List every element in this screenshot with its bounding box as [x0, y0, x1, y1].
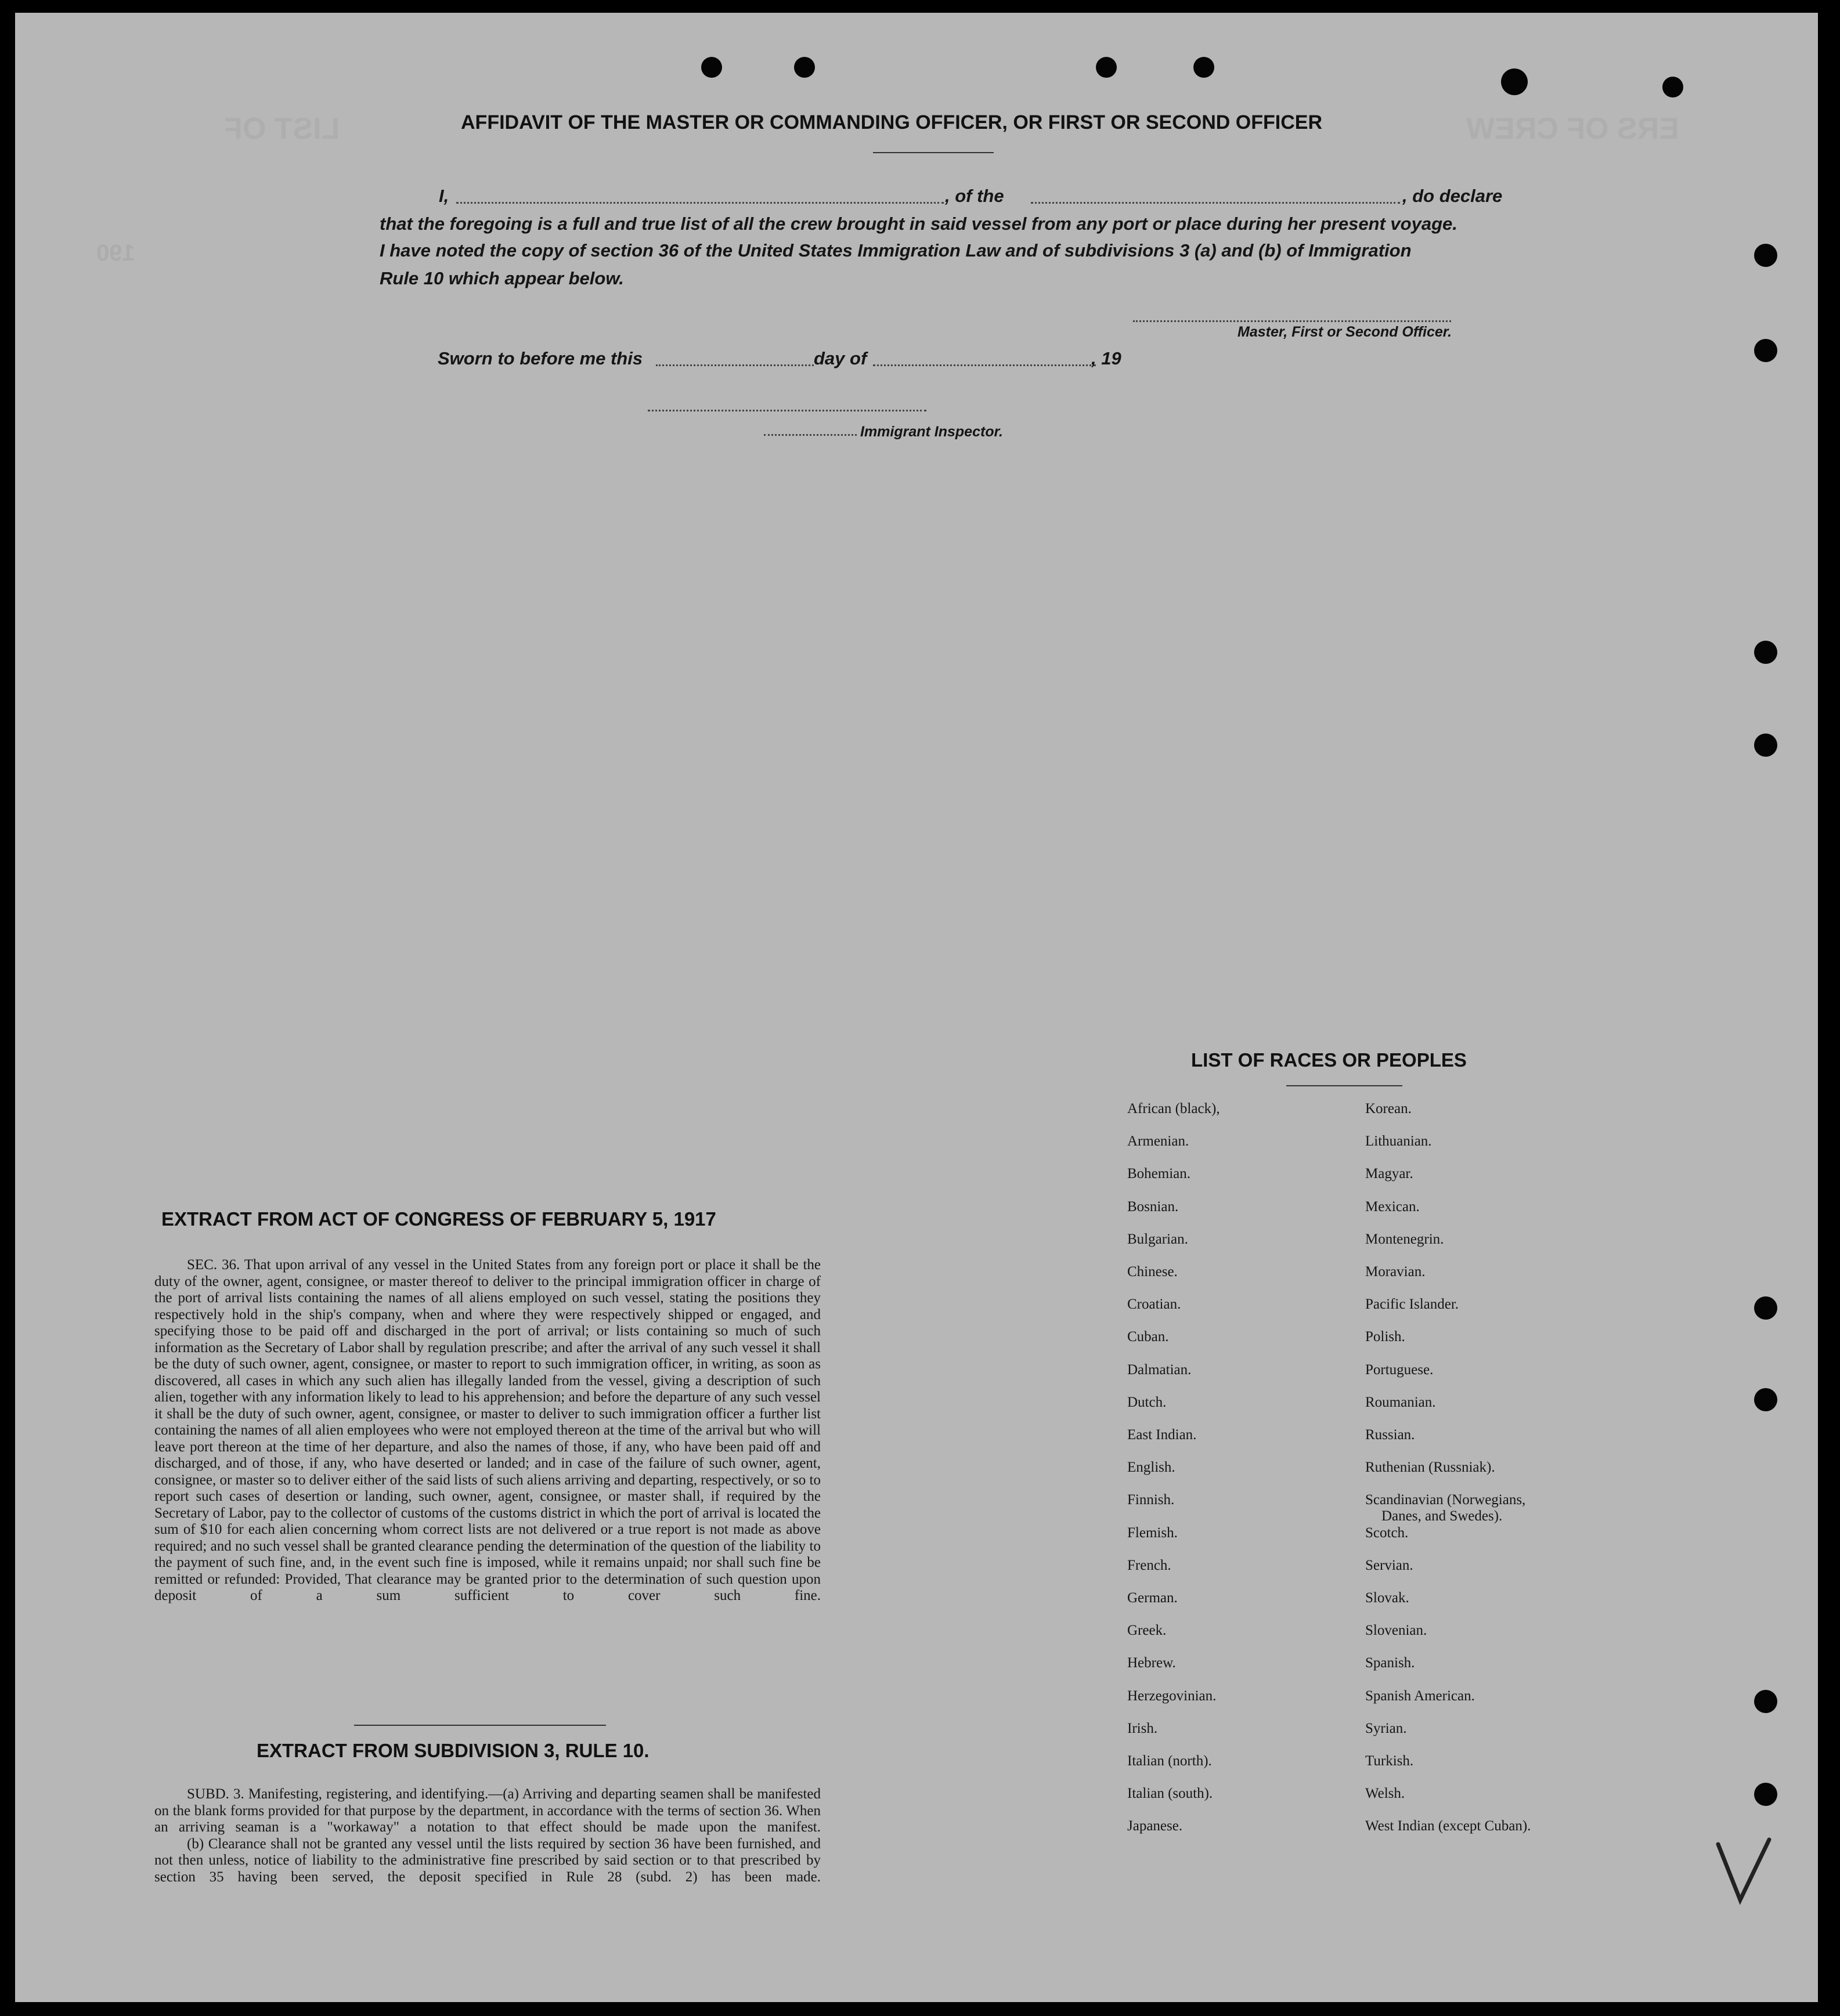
declare-do-declare: , do declare [1402, 186, 1503, 206]
bleed-through-title-left: LIST OF [224, 112, 340, 146]
extract-act-heading: EXTRACT FROM ACT OF CONGRESS OF FEBRUARY 5, 1917 [161, 1208, 716, 1230]
declare-of-the: , of the [945, 186, 1004, 206]
race-item: Magyar. [1365, 1166, 1413, 1182]
race-item: Montenegrin. [1365, 1231, 1444, 1247]
race-item: Turkish. [1365, 1753, 1414, 1769]
race-item: Servian. [1365, 1557, 1413, 1573]
punch-hole [1754, 244, 1777, 267]
race-item: Japanese. [1127, 1818, 1183, 1834]
race-item: Dutch. [1127, 1394, 1167, 1410]
affidavit-line-2: I have noted the copy of section 36 of the United States Immigration Law and of subdivisions 3 (a) and (b) of Immigration [380, 240, 1412, 261]
heading-rule [873, 152, 994, 153]
punch-hole [1754, 339, 1777, 362]
race-item: French. [1127, 1557, 1171, 1573]
sworn-year: , 19 [1091, 348, 1121, 368]
extract-divider [354, 1725, 606, 1726]
sworn-day-blank [656, 364, 814, 366]
punch-hole [1754, 1783, 1777, 1806]
extract-rule-text [154, 1786, 821, 1885]
races-heading: LIST OF RACES OR PEOPLES [1191, 1049, 1467, 1071]
race-item: Pacific Islander. [1365, 1296, 1459, 1313]
race-item: Moravian. [1365, 1264, 1426, 1280]
vessel-blank [1031, 202, 1400, 204]
race-item: Ruthenian (Russniak). [1365, 1459, 1495, 1476]
affidavit-line-3: Rule 10 which appear below. [380, 268, 624, 288]
race-item: Italian (north). [1127, 1753, 1212, 1769]
punch-hole [1754, 1388, 1777, 1411]
punch-hole [1754, 734, 1777, 757]
inspector-label: Immigrant Inspector. [860, 424, 1003, 440]
checkmark-icon [1713, 1835, 1777, 1910]
race-item: Portuguese. [1365, 1361, 1434, 1378]
race-item: Syrian. [1365, 1720, 1407, 1736]
races-heading-rule [1286, 1085, 1402, 1086]
bleed-through-title-right: ERS OF CREW [1466, 112, 1679, 146]
race-item: Chinese. [1127, 1264, 1178, 1280]
punch-hole [1754, 1296, 1777, 1320]
race-item: Dalmatian. [1127, 1361, 1192, 1378]
master-signature-label: Master, First or Second Officer. [1238, 324, 1452, 340]
document-page [15, 13, 1818, 2002]
extract-rule-heading: EXTRACT FROM SUBDIVISION 3, RULE 10. [257, 1740, 650, 1761]
punch-hole [794, 57, 815, 78]
race-item: Welsh. [1365, 1786, 1405, 1802]
subdivision-a-paragraph: SUBD. 3. Manifesting, registering, and identifying.—(a) Arriving and departing seamen shall be manifested on the blank forms provided for that purpose by the department, in accordance with the terms of section 36. When an arriving seaman is a "workaway" a notation to that effect should be made upon the manifest. [154, 1786, 821, 1835]
punch-hole [1754, 641, 1777, 664]
punch-hole [1662, 77, 1683, 97]
race-item: Greek. [1127, 1623, 1167, 1639]
race-item: Bosnian. [1127, 1198, 1179, 1215]
punch-hole [1754, 1690, 1777, 1713]
race-item: Croatian. [1127, 1296, 1181, 1313]
name-blank [456, 202, 944, 204]
inspector-signature-line-2 [764, 434, 857, 436]
race-item: Flemish. [1127, 1524, 1178, 1541]
race-item: Bohemian. [1127, 1166, 1191, 1182]
race-item: Korean. [1365, 1101, 1412, 1117]
punch-hole [1193, 57, 1214, 78]
affidavit-heading: AFFIDAVIT OF THE MASTER OR COMMANDING OFFICER, OR FIRST OR SECOND OFFICER [461, 111, 1322, 133]
race-item: Herzegovinian. [1127, 1688, 1217, 1704]
race-item: Finnish. [1127, 1492, 1175, 1508]
race-item: East Indian. [1127, 1427, 1197, 1443]
subdivision-b-paragraph: (b) Clearance shall not be granted any vessel until the lists required by section 36 have been furnished, and not then unless, notice of liability to the administrative fine prescribed by said section or to that prescribed by section 35 having been served, the deposit specified in Rule 28 (subd. 2) has been made. [154, 1836, 821, 1885]
race-item: Mexican. [1365, 1198, 1420, 1215]
master-signature-line [1133, 320, 1451, 322]
race-item: Slovak. [1365, 1590, 1409, 1606]
race-item: Roumanian. [1365, 1394, 1436, 1410]
bleed-through-number: 190 [96, 240, 135, 266]
race-item: Lithuanian. [1365, 1133, 1432, 1150]
race-item: African (black), [1127, 1101, 1220, 1117]
inspector-signature-line [648, 410, 926, 411]
race-item: Hebrew. [1127, 1655, 1176, 1671]
race-item: Russian. [1365, 1427, 1415, 1443]
section-36-paragraph: SEC. 36. That upon arrival of any vessel in the United States from any foreign port or place it shall be the duty of the owner, agent, consignee, or master thereof to deliver to the principal immigration officer in charge of the port of arrival lists containing the names of all aliens employed on such vessel, stating the positions they respectively hold in the ship's company, when and where they were respectively shipped or engaged, and specifying those to be paid off and discharged in the port of arrival; or lists containing so much of such information as the Secretary of Labor shall by regulation prescribe; and after the arrival of any such vessel it shall be the duty of such owner, agent, consignee, or master to report to such immigration officer, in writing, as soon as discovered, all cases in which any such alien has illegally landed from the vessel, giving a description of such alien, together with any information likely to lead to his apprehension; and before the departure of any such vessel it shall be the duty of such owner, agent, consignee, or master to deliver to such immigration officer a further list containing the names of all alien employees who were not employed thereon at the time of the arrival but who will leave port thereon at the time of her departure, and also the names of those, if any, who have been paid off and discharged, and of those, if any, who have deserted or landed; and in case of the failure of such owner, agent, consignee, or master so to deliver either of the said lists of such aliens arriving and departing, respectively, or so to report such cases of desertion or landing, such owner, agent, consignee, or master shall, if required by the Secretary of Labor, pay to the collector of customs of the customs district in which the port of arrival is located the sum of $10 for each alien concerning whom correct lists are not delivered or a true report is not made as above required; and no such vessel shall be granted clearance pending the determination of the question of the liability to the payment of such fine, and, in the event such fine is imposed, while it remains unpaid; nor shall such fine be remitted or refunded: Provided, That clearance may be granted prior to the determination of such question upon deposit of a sum sufficient to cover such fine. [154, 1257, 821, 1603]
race-item: Armenian. [1127, 1133, 1189, 1150]
sworn-month-blank [873, 364, 1096, 366]
race-item: Slovenian. [1365, 1623, 1427, 1639]
extract-act-text [154, 1257, 821, 1605]
race-item: Cuban. [1127, 1329, 1169, 1345]
race-item: English. [1127, 1459, 1175, 1476]
punch-hole [701, 57, 722, 78]
affidavit-line-1: that the foregoing is a full and true list of all the crew brought in said vessel from any port or place during her present voyage. [380, 214, 1457, 234]
race-item: Scandinavian (Norwegians, [1365, 1492, 1526, 1508]
race-item: Bulgarian. [1127, 1231, 1188, 1247]
race-item: Spanish. [1365, 1655, 1415, 1671]
sworn-prefix: Sworn to before me this [438, 348, 643, 368]
race-item: Irish. [1127, 1720, 1158, 1736]
punch-hole [1096, 57, 1117, 78]
race-item: West Indian (except Cuban). [1365, 1818, 1531, 1834]
race-item: Scotch. [1365, 1524, 1409, 1541]
race-item: Italian (south). [1127, 1786, 1213, 1802]
race-item: German. [1127, 1590, 1178, 1606]
sworn-day-of: day of [814, 348, 867, 368]
race-item: Spanish American. [1365, 1688, 1475, 1704]
race-item: Danes, and Swedes). [1381, 1508, 1503, 1524]
punch-hole [1501, 68, 1528, 95]
race-item: Polish. [1365, 1329, 1405, 1345]
declare-i: I, [439, 186, 449, 206]
